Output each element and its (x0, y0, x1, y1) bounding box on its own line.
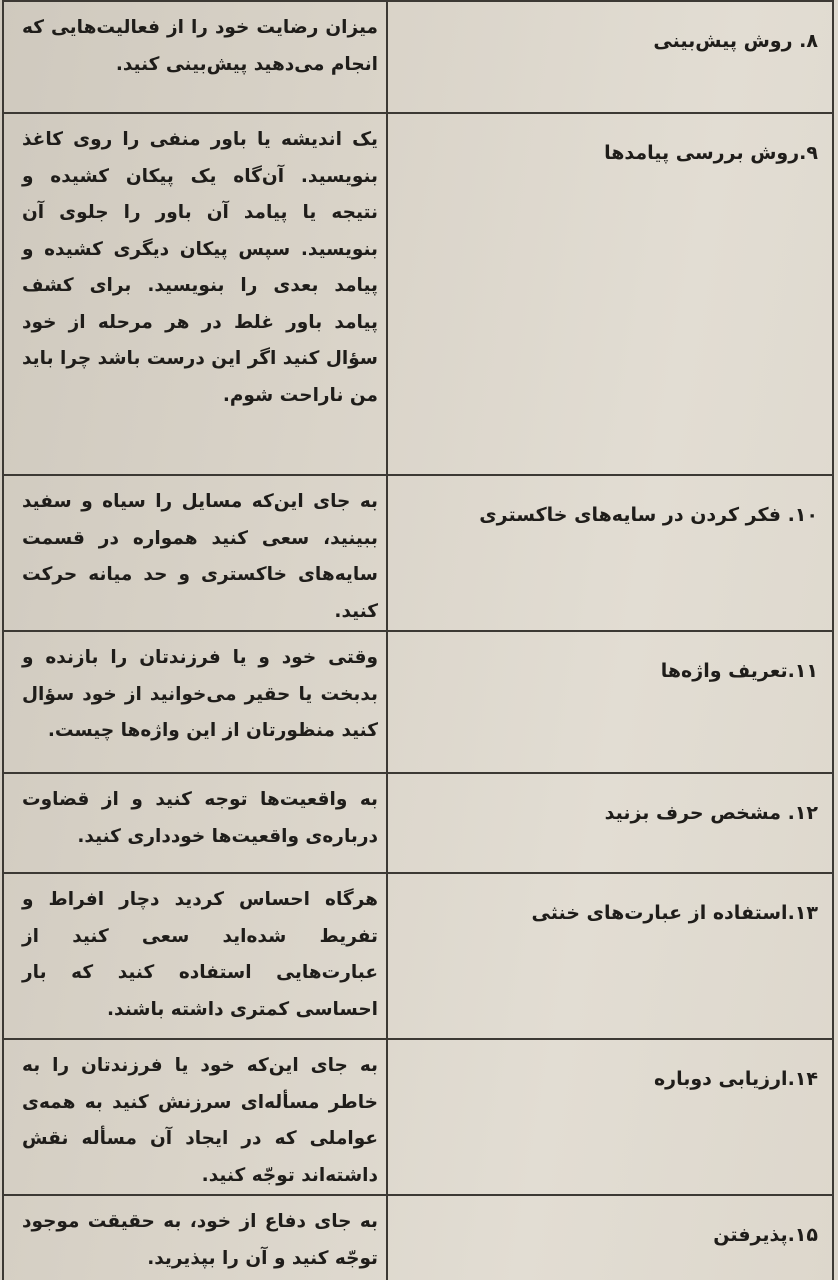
technique-description: هرگاه احساس کردید دچار افراط و تفریط شده‌اید سعی کنید از عبارت‌هایی استفاده کنید که بار احساسی کمتری داشته باشند. (3, 873, 387, 1039)
technique-description: وقتی خود و یا فرزندتان را بازنده و بدبخت یا حقیر می‌خوانید از خود سؤال کنید منظورتان از این واژه‌ها چیست. (3, 631, 387, 773)
technique-title: ۱۲. مشخص حرف بزنید (387, 773, 833, 873)
technique-description: به واقعیت‌ها توجه کنید و از قضاوت درباره‌ی واقعیت‌ها خودداری کنید. (3, 773, 387, 873)
technique-description: به جای این‌که خود یا فرزندتان را به خاطر مسأله‌ای سرزنش کنید به همه‌ی عواملی که در ایجاد آن مسأله نقش داشته‌اند توجّه کنید. (3, 1039, 387, 1195)
technique-title: ۱۵.پذیرفتن (387, 1195, 833, 1280)
technique-title: ۱۱.تعریف واژه‌ها (387, 631, 833, 773)
technique-title: ۱۰. فکر کردن در سایه‌های خاکستری (387, 475, 833, 631)
table-row (3, 631, 833, 773)
table-row (3, 773, 833, 873)
table-row (3, 1195, 833, 1280)
table-row (3, 1, 833, 113)
technique-title: ۱۴.ارزیابی دوباره (387, 1039, 833, 1195)
table-row (3, 113, 833, 475)
technique-title: ۱۳.استفاده از عبارت‌های خنثی (387, 873, 833, 1039)
technique-description: به جای دفاع از خود، به حقیقت موجود توجّه کنید و آن را بپذیرید. (3, 1195, 387, 1280)
technique-title: ۹.روش بررسی پیامدها (387, 113, 833, 475)
technique-description: یک اندیشه یا باور منفی را روی کاغذ بنویسید. آن‌گاه یک پیکان کشیده و نتیجه یا پیامد آن باور را جلوی آن بنویسید. سپس پیکان دیگری کشیده و پیامد بعدی را بنویسید. برای کشف پیامد باور غلط در هر مرحله از خود سؤال کنید اگر این درست باشد چرا باید من ناراحت شوم. (3, 113, 387, 475)
table-row (3, 873, 833, 1039)
table-row (3, 1039, 833, 1195)
technique-description: میزان رضایت خود را از فعالیت‌هایی که انجام می‌دهید پیش‌بینی کنید. (3, 1, 387, 113)
technique-description: به جای این‌که مسایل را سیاه و سفید ببینید، سعی کنید همواره در قسمت سایه‌های خاکستری و حد میانه حرکت کنید. (3, 475, 387, 631)
technique-title: ۸. روش پیش‌بینی (387, 1, 833, 113)
table-row (3, 475, 833, 631)
techniques-table (2, 0, 834, 1280)
